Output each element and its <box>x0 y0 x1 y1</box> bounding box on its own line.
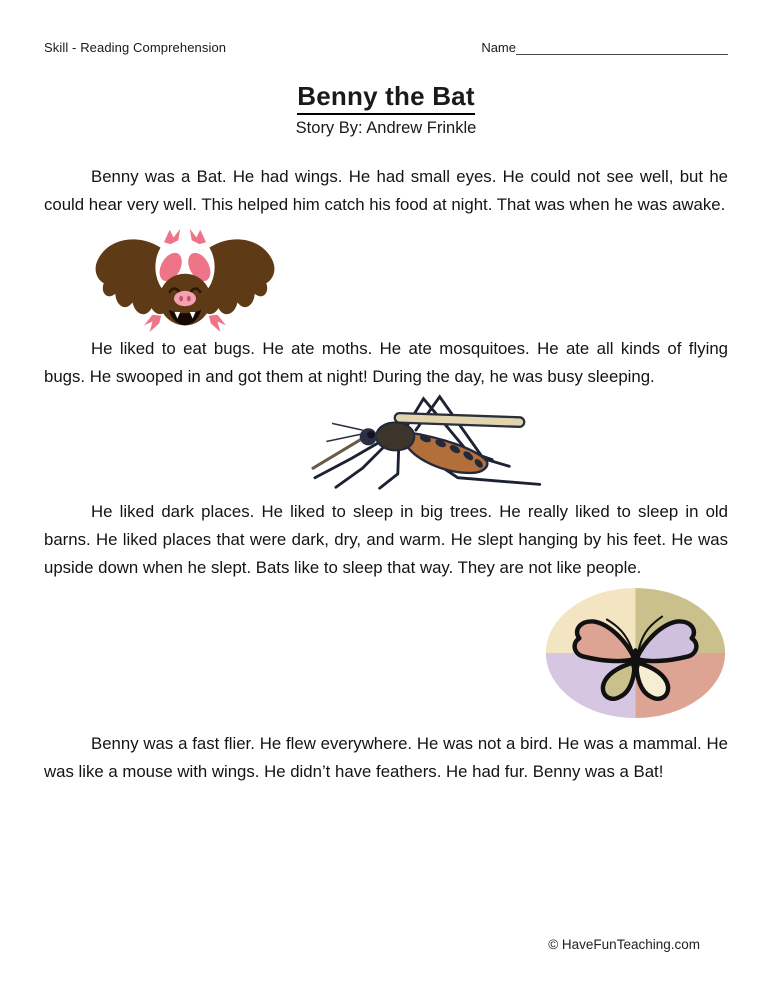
page-header <box>44 40 728 55</box>
page-title: Benny the Bat <box>297 81 474 115</box>
copyright: © HaveFunTeaching.com <box>548 937 700 952</box>
mosquito-illustration <box>296 392 728 492</box>
byline: Story By: Andrew Frinkle <box>295 119 477 137</box>
skill-label: Skill - Reading Comprehension <box>44 40 227 55</box>
name-label: Name <box>481 40 516 55</box>
title-block <box>44 81 728 138</box>
butterfly-icon <box>543 586 728 720</box>
name-blank-line <box>516 40 728 55</box>
story-paragraph-2: He liked to eat bugs. He ate moths. He ate mosquitoes. He ate all kinds of flying bugs. He swooped in and got them at night! During the day, he was busy sleeping. <box>44 338 728 387</box>
bat-illustration <box>85 225 728 332</box>
story-paragraph-1: Benny was a Bat. He had wings. He had small eyes. He could not see well, but he could hear very well. This helped him catch his food at night. That was when he was awake. <box>44 167 728 215</box>
story-paragraph-4: Benny was a fast flier. He flew everywhere. He was not a bird. He was a mammal. He was like a mouse with wings. He didn’t have feathers. He had fur. Benny was a Bat! <box>44 733 728 782</box>
story-paragraph-3: He liked dark places. He liked to sleep in big trees. He really liked to sleep in old barns. He liked places that were dark, dry, and warm. He slept hanging by his feet. He was upside down when he slept. Bats like to sleep that way. They are not like people. <box>44 501 728 578</box>
butterfly-illustration <box>44 586 728 720</box>
name-field <box>481 40 728 55</box>
bat-icon <box>85 225 285 332</box>
mosquito-icon <box>296 392 551 492</box>
